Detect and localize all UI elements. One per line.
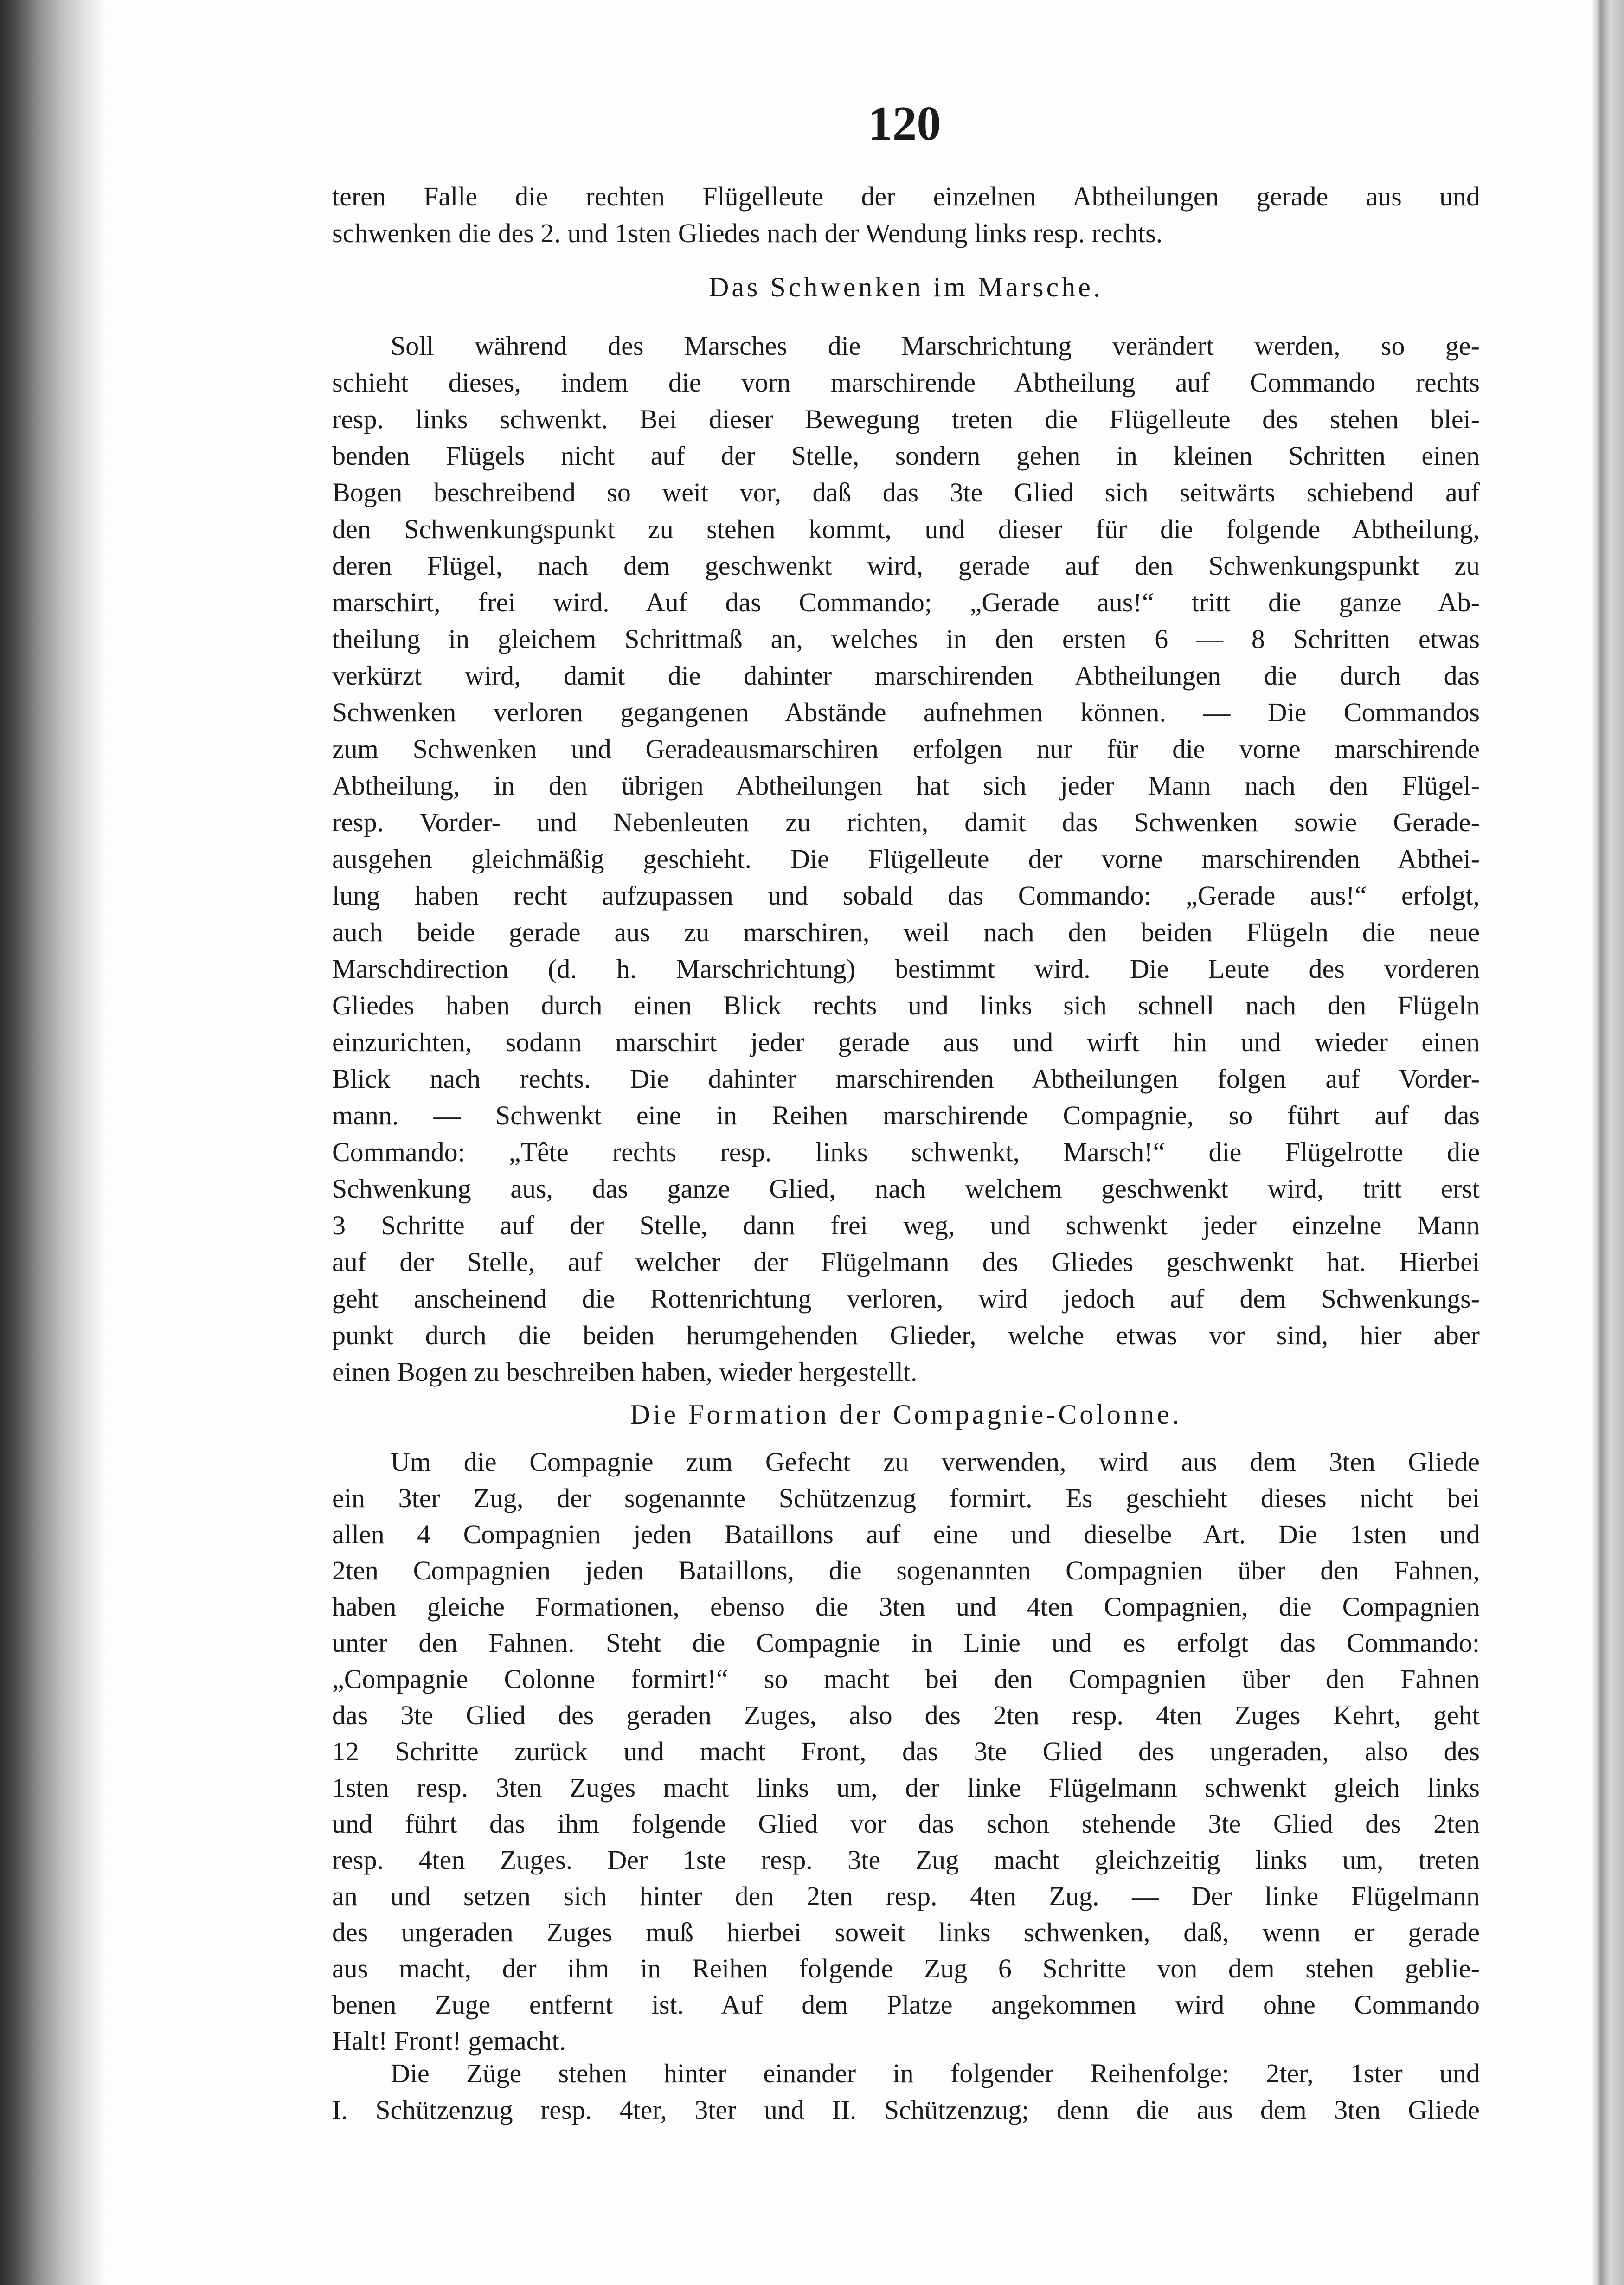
text-line: 2ten Compagnien jeden Bataillons, die sogenannten Compagnien über den Fahnen, (332, 1555, 1480, 1585)
text-line: theilung in gleichem Schrittmaß an, welches in den ersten 6 — 8 Schritten etwas (332, 624, 1480, 654)
text-line: Schwenkung aus, das ganze Glied, nach welchem geschwenkt wird, tritt erst (332, 1174, 1480, 1204)
section-heading-formation: Die Formation der Compagnie-Colonne. (630, 1399, 1182, 1430)
text-line: resp. Vorder- und Nebenleuten zu richten, damit das Schwenken sowie Gerade- (332, 807, 1480, 837)
text-line: benden Flügels nicht auf der Stelle, sondern gehen in kleinen Schritten einen (332, 441, 1480, 471)
text-line: ein 3ter Zug, der sogenannte Schützenzug formirt. Es geschieht dieses nicht bei (332, 1483, 1480, 1513)
text-line: unter den Fahnen. Steht die Compagnie in Linie und es erfolgt das Commando: (332, 1628, 1480, 1658)
text-line: Abtheilung, in den übrigen Abtheilungen hat sich jeder Mann nach den Flügel- (332, 770, 1480, 801)
text-line: ausgehen gleichmäßig geschieht. Die Flügelleute der vorne marschirenden Abthei- (332, 844, 1480, 874)
paragraph-4 (332, 2055, 1480, 2128)
text-line: mann. — Schwenkt eine in Reihen marschirende Compagnie, so führt auf das (332, 1100, 1480, 1130)
text-line: an und setzen sich hinter den 2ten resp. 4ten Zug. — Der linke Flügelmann (332, 1881, 1480, 1911)
text-line: deren Flügel, nach dem geschwenkt wird, gerade auf den Schwenkungspunkt zu (332, 551, 1480, 581)
page-edge (1592, 0, 1624, 2285)
text-line: Gliedes haben durch einen Blick rechts und links sich schnell nach den Flügeln (332, 990, 1480, 1021)
text-line: marschirt, frei wird. Auf das Commando; „Gerade aus!“ tritt die ganze Ab- (332, 587, 1480, 617)
text-line: allen 4 Compagnien jeden Bataillons auf eine und dieselbe Art. Die 1sten und (332, 1519, 1480, 1549)
text-line: Blick nach rechts. Die dahinter marschirenden Abtheilungen folgen auf Vorder- (332, 1064, 1480, 1094)
text-line: schieht dieses, indem die vorn marschirende Abtheilung auf Commando rechts (332, 367, 1480, 398)
text-line: schwenken die des 2. und 1sten Gliedes nach der Wendung links resp. rechts. (332, 218, 1163, 248)
text-line: lung haben recht aufzupassen und sobald das Commando: „Gerade aus!“ erfolgt, (332, 880, 1480, 911)
text-line: 12 Schritte zurück und macht Front, das 3te Glied des ungeraden, also des (332, 1736, 1480, 1766)
text-line: zum Schwenken und Geradeausmarschiren erfolgen nur für die vorne marschirende (332, 734, 1480, 764)
text-line: Soll während des Marsches die Marschrichtung verändert werden, so ge- (391, 331, 1480, 361)
text-line: einzurichten, sodann marschirt jeder gerade aus und wirft hin und wieder einen (332, 1027, 1480, 1057)
text-line: auf der Stelle, auf welcher der Flügelmann des Gliedes geschwenkt hat. Hierbei (332, 1247, 1480, 1277)
text-line: punkt durch die beiden herumgehenden Glieder, welche etwas vor sind, hier aber (332, 1320, 1480, 1350)
text-line: I. Schützenzug resp. 4ter, 3ter und II. Schützenzug; denn die aus dem 3ten Gliede (332, 2095, 1480, 2125)
paragraph-2 (332, 327, 1480, 1390)
text-line: 1sten resp. 3ten Zuges macht links um, der linke Flügelmann schwenkt gleich links (332, 1772, 1480, 1803)
section-heading-schwenken: Das Schwenken im Marsche. (709, 272, 1103, 302)
text-line: resp. links schwenkt. Bei dieser Bewegung treten die Flügelleute des stehen blei- (332, 404, 1480, 434)
text-line: auch beide gerade aus zu marschiren, weil nach den beiden Flügeln die neue (332, 917, 1480, 947)
text-line: teren Falle die rechten Flügelleute der einzelnen Abtheilungen gerade aus und (332, 181, 1480, 212)
text-line: des ungeraden Zuges muß hierbei soweit links schwenken, daß, wenn er gerade (332, 1917, 1480, 1947)
paragraph-3 (332, 1444, 1480, 2059)
page-number: 120 (868, 96, 941, 150)
text-line: Um die Compagnie zum Gefecht zu verwenden, wird aus dem 3ten Gliede (391, 1447, 1480, 1477)
text-line: Schwenken verloren gegangenen Abstände aufnehmen können. — Die Commandos (332, 697, 1480, 727)
text-line: Die Züge stehen hinter einander in folgender Reihenfolge: 2ter, 1ster und (391, 2058, 1480, 2088)
text-line: haben gleiche Formationen, ebenso die 3ten und 4ten Compagnien, die Compagnien (332, 1592, 1480, 1622)
paragraph-1 (332, 178, 1480, 251)
text-line: resp. 4ten Zuges. Der 1ste resp. 3te Zug macht gleichzeitig links um, treten (332, 1845, 1480, 1875)
text-line: „Compagnie Colonne formirt!“ so macht bei den Compagnien über den Fahnen (332, 1664, 1480, 1694)
text-line: und führt das ihm folgende Glied vor das schon stehende 3te Glied des 2ten (332, 1809, 1480, 1839)
book-binding-shadow (0, 0, 107, 2285)
text-line: das 3te Glied des geraden Zuges, also des 2ten resp. 4ten Zuges Kehrt, geht (332, 1700, 1480, 1730)
text-line: Bogen beschreibend so weit vor, daß das 3te Glied sich seitwärts schiebend auf (332, 477, 1480, 507)
text-line: einen Bogen zu beschreiben haben, wieder hergestellt. (332, 1357, 918, 1387)
text-line: geht anscheinend die Rottenrichtung verloren, wird jedoch auf dem Schwenkungs- (332, 1284, 1480, 1314)
text-line: benen Zuge entfernt ist. Auf dem Platze angekommen wird ohne Commando (332, 1990, 1480, 2020)
text-line: verkürzt wird, damit die dahinter marschirenden Abtheilungen die durch das (332, 661, 1480, 691)
text-line: aus macht, der ihm in Reihen folgende Zug 6 Schritte von dem stehen geblie- (332, 1953, 1480, 1983)
text-line: 3 Schritte auf der Stelle, dann frei weg, und schwenkt jeder einzelne Mann (332, 1210, 1480, 1240)
text-line: den Schwenkungspunkt zu stehen kommt, und dieser für die folgende Abtheilung, (332, 514, 1480, 544)
text-line: Marschdirection (d. h. Marschrichtung) bestimmt wird. Die Leute des vorderen (332, 954, 1480, 984)
text-line: Halt! Front! gemacht. (332, 2026, 566, 2056)
text-line: Commando: „Tête rechts resp. links schwenkt, Marsch!“ die Flügelrotte die (332, 1137, 1480, 1167)
